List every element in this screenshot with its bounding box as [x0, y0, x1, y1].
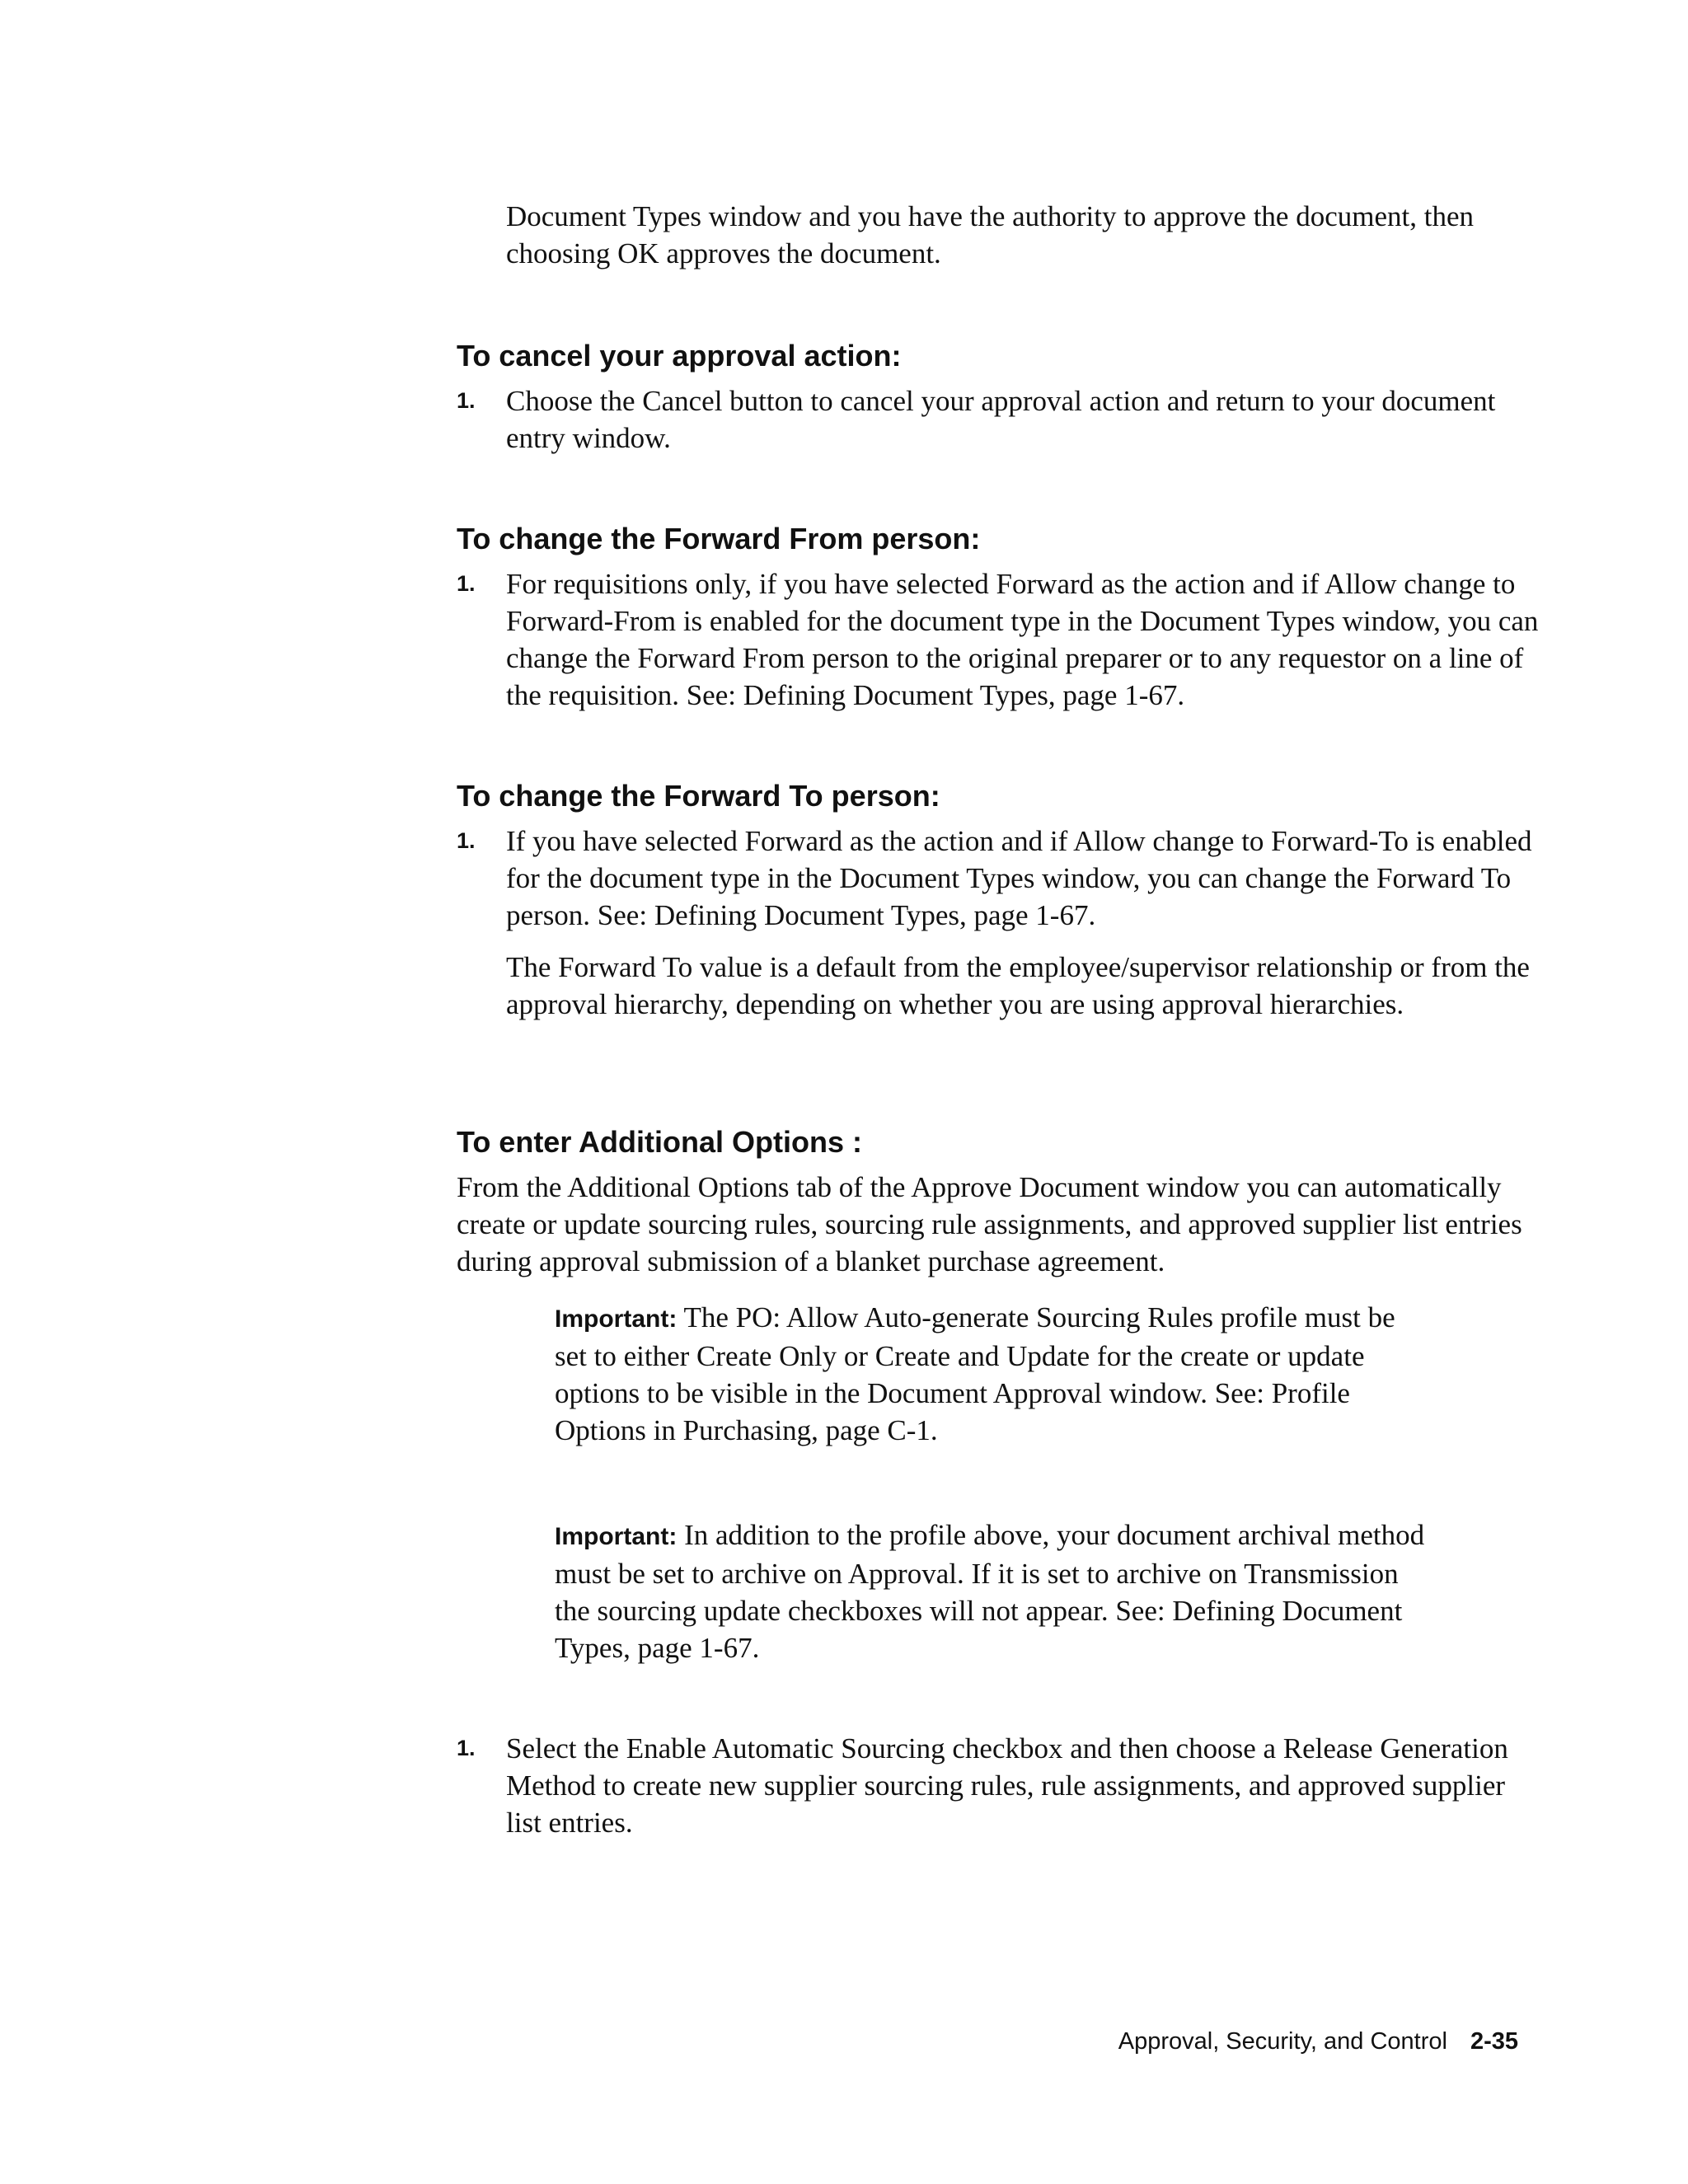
step-number: 1. [457, 828, 476, 853]
heading-cancel-approval: To cancel your approval action: [457, 339, 902, 373]
page-footer [1118, 2027, 1518, 2056]
continued-paragraph: Document Types window and you have the authority to approve the document, then choosing OK approves the document. [506, 200, 1474, 269]
important-text: In addition to the profile above, your document archival method must be set to archive on Approval. If it is set to archive on Transmission the sourcing update checkboxes will not appear. See: Defining Document Types, page 1-67. [555, 1519, 1425, 1664]
step-text: Choose the Cancel button to cancel your approval action and return to your document entry window. [506, 385, 1496, 454]
step-number: 1. [457, 388, 476, 413]
footer-chapter-title: Approval, Security, and Control [1118, 2028, 1447, 2055]
step-text: For requisitions only, if you have selected Forward as the action and if Allow change to Forward-From is enabled for the document type in the Document Types window, you can change the Forward From person to the original preparer or to any requestor on a line of the requisition. See: Defining Document Types, page 1-67. [506, 568, 1539, 711]
important-label: Important: [555, 1305, 678, 1333]
additional-options-intro: From the Additional Options tab of the Approve Document window you can automatically create or update sourcing rules, sourcing rule assignments, and approved supplier list entries during approval submission of a blanket purchase agreement. [457, 1171, 1522, 1277]
important-text: The PO: Allow Auto-generate Sourcing Rules profile must be set to either Create Only or Create and Update for the create or update options to be visible in the Document Approval window. See: Profile Options in Purchasing, page C-1. [555, 1301, 1395, 1446]
step-number: 1. [457, 571, 476, 596]
step-text: Select the Enable Automatic Sourcing checkbox and then choose a Release Generation Method to create new supplier sourcing rules, rule assignments, and approved supplier list entries. [506, 1732, 1508, 1839]
footer-page-number: 2-35 [1470, 2028, 1518, 2055]
important-label: Important: [555, 1523, 678, 1550]
step-number: 1. [457, 1736, 476, 1760]
heading-forward-from: To change the Forward From person: [457, 522, 981, 555]
step-forward-from [457, 565, 1545, 714]
forward-to-followup: The Forward To value is a default from the employee/supervisor relationship or from the approval hierarchy, depending on whether you are using approval hierarchies. [506, 951, 1530, 1020]
step-enable-automatic-sourcing [457, 1730, 1545, 1841]
important-note-2 [555, 1516, 1428, 1666]
heading-additional-options: To enter Additional Options : [457, 1125, 862, 1159]
step-text: If you have selected Forward as the action and if Allow change to Forward-To is enabled for the document type in the Document Types window, you can change the Forward To person. See: Defining Document Types, page 1-67. [506, 825, 1532, 931]
step-forward-to [457, 823, 1545, 934]
important-note-1 [555, 1299, 1428, 1449]
heading-forward-to: To change the Forward To person: [457, 779, 940, 813]
step-cancel [457, 382, 1545, 457]
